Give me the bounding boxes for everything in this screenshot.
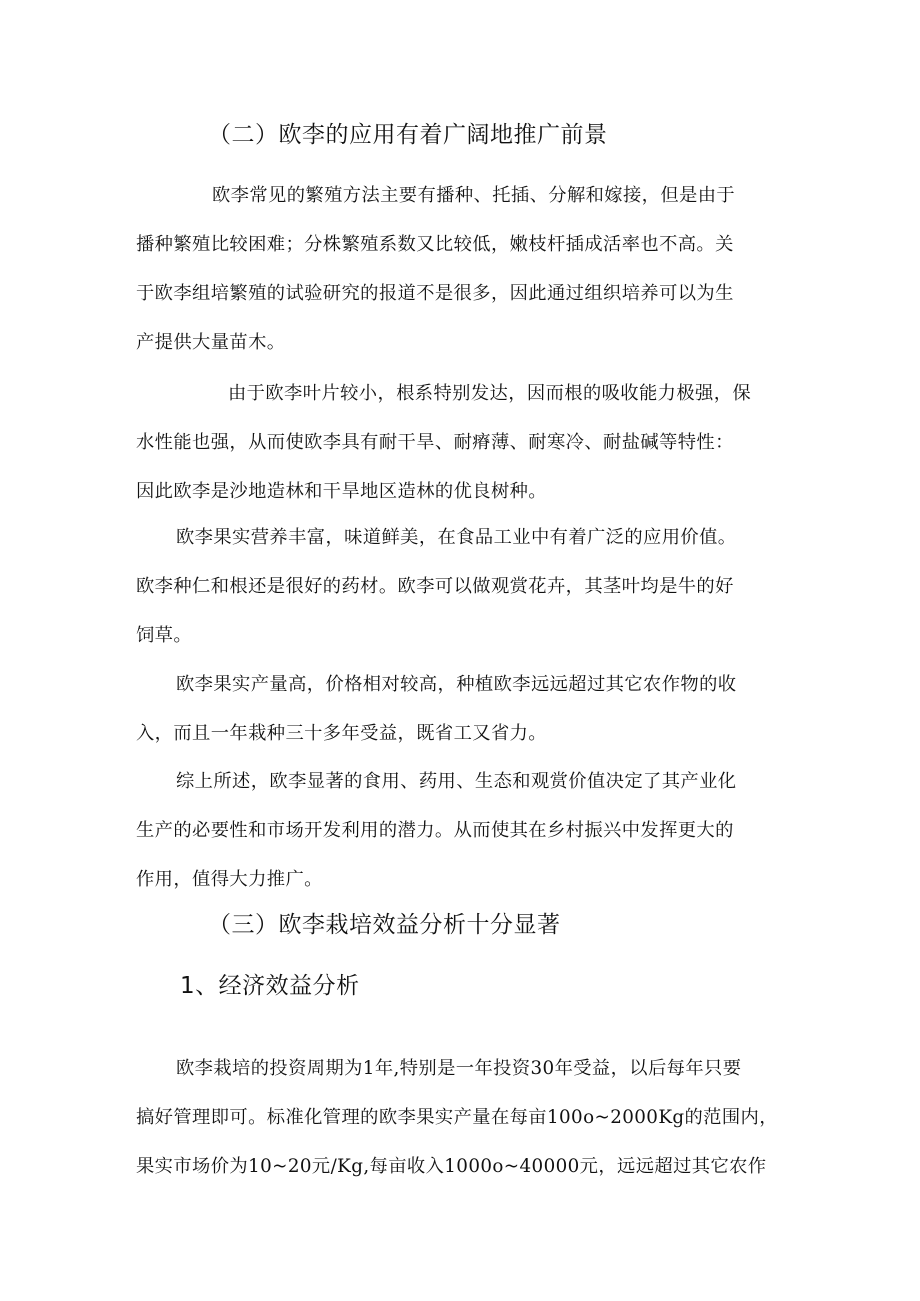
paragraph-drought-resistance — [136, 369, 786, 516]
paragraph-line: 欧李栽培的投资周期为1年,特别是一年投资30年受益，以后每年只要 — [176, 1058, 742, 1079]
paragraph-propagation — [136, 171, 786, 367]
paragraph-line: 作用，值得大力推广。 — [136, 869, 323, 890]
section-heading-3: （三）欧李栽培效益分析十分显著 — [208, 912, 561, 938]
paragraph-line: 生产的必要性和市场开发利用的潜力。从而使其在乡村振兴中发挥更大的 — [136, 820, 734, 841]
subsection-heading-economic: 1、经济效益分析 — [180, 973, 360, 999]
paragraph-line: 产提供大量苗木。 — [136, 332, 286, 353]
paragraph-line: 入，而且一年栽种三十多年受益，既省工又省力。 — [136, 723, 547, 744]
paragraph-investment — [136, 1044, 786, 1191]
paragraph-line: 综上所述，欧李显著的食用、药用、生态和观赏价值决定了其产业化 — [176, 771, 737, 792]
paragraph-yield-income — [136, 660, 786, 758]
paragraph-line: 欧李种仁和根还是很好的药材。欧李可以做观赏花卉，其茎叶均是牛的好 — [136, 576, 734, 597]
paragraph-summary — [136, 757, 786, 904]
paragraph-line: 于欧李组培繁殖的试验研究的报道不是很多，因此通过组织培养可以为生 — [136, 283, 734, 304]
paragraph-line: 果实市场价为10~20元/Kg,每亩收入1000o~40000元，远远超过其它农作 — [136, 1156, 767, 1177]
paragraph-line: 播种繁殖比较困难；分株繁殖系数又比较低，嫩枝杆插成活率也不高。关 — [136, 234, 734, 255]
paragraph-line: 因此欧李是沙地造林和干旱地区造林的优良树种。 — [136, 481, 547, 502]
paragraph-food-value — [136, 513, 786, 660]
paragraph-line: 搞好管理即可。标准化管理的欧李果实产量在每亩100o~2000Kg的范围内， — [136, 1107, 778, 1128]
paragraph-line: 欧李常见的繁殖方法主要有播种、托插、分解和嫁接，但是由于 — [212, 185, 736, 206]
paragraph-line: 饲草。 — [136, 625, 193, 646]
paragraph-line: 欧李果实营养丰富，味道鲜美，在食品工业中有着广泛的应用价值。 — [176, 527, 737, 548]
paragraph-line: 欧李果实产量高，价格相对较高，种植欧李远远超过其它农作物的收 — [176, 674, 737, 695]
section-heading-2: （二）欧李的应用有着广阔地推广前景 — [208, 122, 608, 148]
paragraph-line: 由于欧李叶片较小，根系特别发达，因而根的吸收能力极强，保 — [228, 383, 752, 404]
paragraph-line: 水性能也强，从而使欧李具有耐干旱、耐瘠薄、耐寒冷、耐盐碱等特性： — [136, 432, 734, 453]
